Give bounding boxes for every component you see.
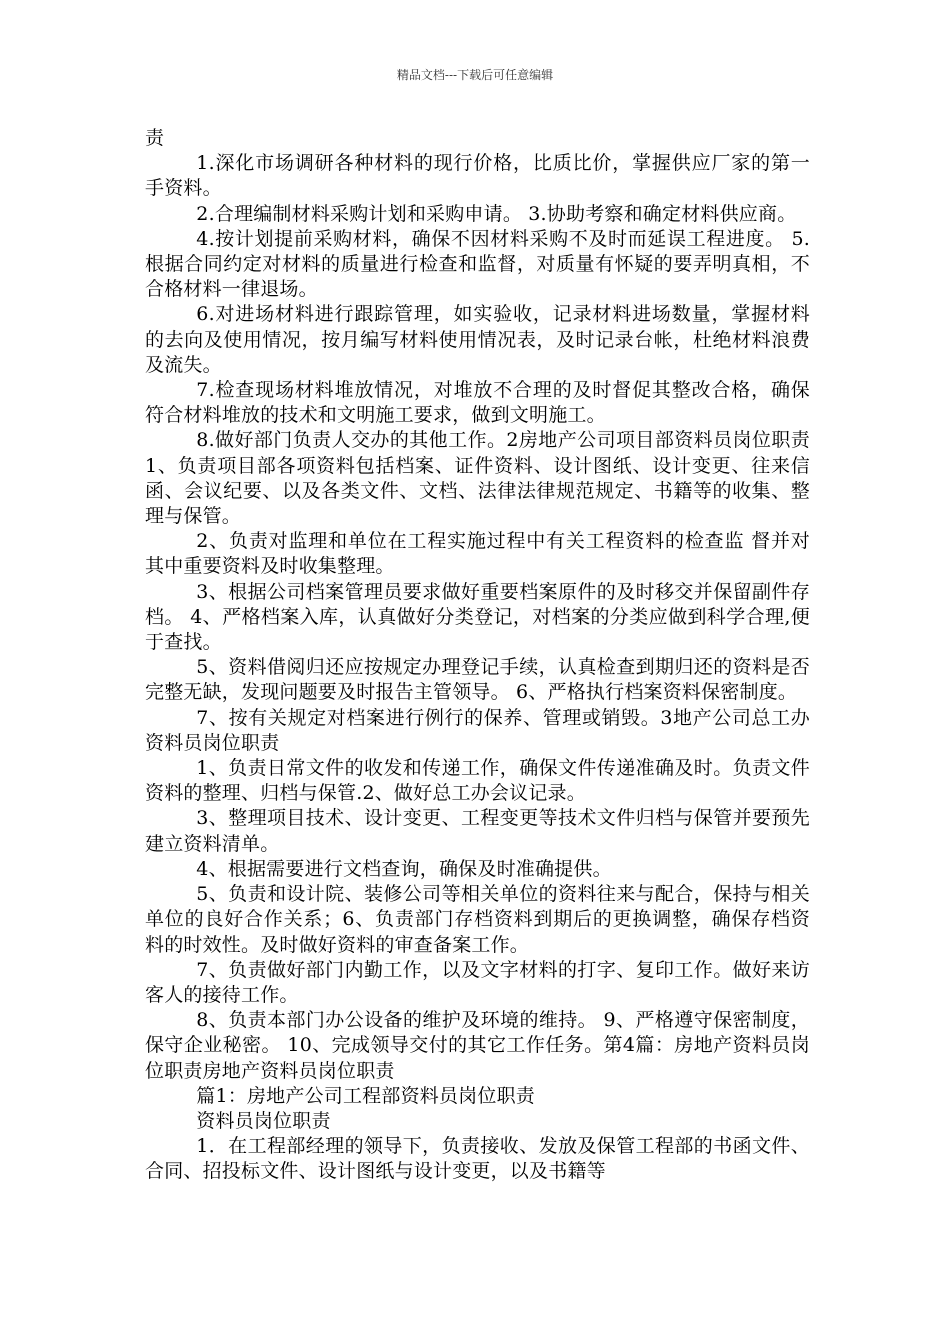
paragraph: 篇1：房地产公司工程部资料员岗位职责 bbox=[196, 1084, 535, 1107]
paragraph: 1、负责日常文件的收发和传递工作，确保文件传递准确及时。负责文件资料的整理、归档与保管.2、做好总工办会议记录。 bbox=[145, 757, 810, 805]
paragraph: 资料员岗位职责 bbox=[196, 1109, 331, 1132]
paragraph: 7、按有关规定对档案进行例行的保养、管理或销毁。3地产公司总工办资料员岗位职责 bbox=[145, 706, 810, 754]
paragraph: 8.做好部门负责人交办的其他工作。2房地产公司项目部资料员岗位职责 1、负责项目部各项资料包括档案、证件资料、设计图纸、设计变更、往来信函、会议纪要、以及各类文件、文档、法律法律规范规定、书籍等的收集、整理与保管。 bbox=[145, 429, 810, 528]
paragraph: 5、负责和设计院、装修公司等相关单位的资料往来与配合，保持与相关单位的良好合作关系；6、负责部门存档资料到期后的更换调整，确保存档资料的时效性。及时做好资料的审查备案工作。 bbox=[145, 883, 810, 956]
paragraph: 8、负责本部门办公设备的维护及环境的维持。 9、严格遵守保密制度，保守企业秘密。 10、完成领导交付的其它工作任务。第4篇：房地产资料员岗位职责房地产资料员岗位职责 bbox=[145, 1009, 810, 1082]
page-header: 精品文档---下载后可任意编辑 bbox=[396, 68, 554, 82]
paragraph: 4、根据需要进行文档查询，确保及时准确提供。 bbox=[196, 857, 612, 880]
paragraph: 3、根据公司档案管理员要求做好重要档案原件的及时移交并保留副件存档。 4、严格档案入库，认真做好分类登记，对档案的分类应做到科学合理,便于查找。 bbox=[145, 580, 810, 654]
paragraph: 7、负责做好部门内勤工作，以及文字材料的打字、复印工作。做好来访客人的接待工作。 bbox=[145, 958, 810, 1006]
paragraph: 2.合理编制材料采购计划和采购申请。 3.协助考察和确定材料供应商。 bbox=[196, 202, 797, 225]
paragraph: 5、资料借阅归还应按规定办理登记手续，认真检查到期归还的资料是否完整无缺，发现问题要及时报告主管领导。 6、严格执行档案资料保密制度。 bbox=[145, 656, 810, 704]
paragraph: 4.按计划提前采购材料，确保不因材料采购不及时而延误工程进度。 5.根据合同约定对材料的质量进行检查和监督，对质量有怀疑的要弄明真相，不合格材料一律退场。 bbox=[145, 227, 810, 301]
paragraph: 责 bbox=[145, 127, 165, 149]
paragraph: 1.深化市场调研各种材料的现行价格，比质比价，掌握供应厂家的第一手资料。 bbox=[145, 152, 810, 200]
paragraph: 3、整理项目技术、设计变更、工程变更等技术文件归档与保管并要预先建立资料清单。 bbox=[145, 807, 810, 855]
paragraph: 1．在工程部经理的领导下，负责接收、发放及保管工程部的书函文件、合同、招投标文件、设计图纸与设计变更，以及书籍等 bbox=[145, 1135, 810, 1183]
paragraph: 2、负责对监理和单位在工程实施过程中有关工程资料的检查监 督并对其中重要资料及时收集整理。 bbox=[145, 530, 810, 578]
paragraph: 6.对进场材料进行跟踪管理，如实验收，记录材料进场数量，掌握材料的去向及使用情况，按月编写材料使用情况表，及时记录台帐，杜绝材料浪费及流失。 bbox=[145, 303, 810, 376]
paragraph: 7.检查现场材料堆放情况，对堆放不合理的及时督促其整改合格，确保符合材料堆放的技术和文明施工要求，做到文明施工。 bbox=[145, 379, 810, 427]
document-body bbox=[145, 126, 810, 1185]
